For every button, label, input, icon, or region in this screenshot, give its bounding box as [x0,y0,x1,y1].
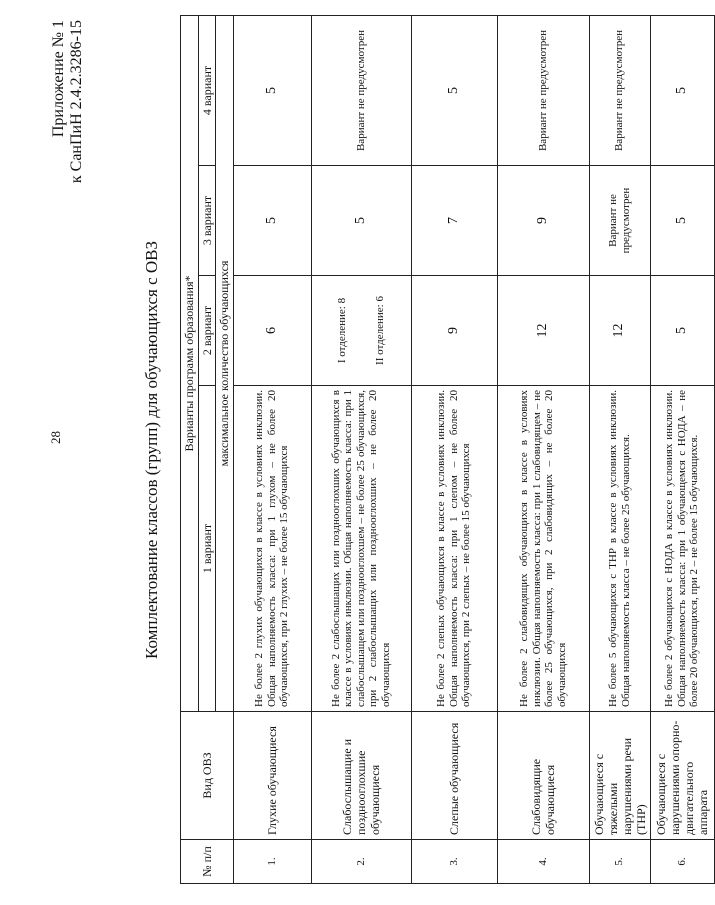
header-v2: 2 вариант [198,276,216,386]
row-kind: Слепые обучающиеся [411,712,497,840]
row-v2: 5 [650,276,714,386]
appendix-label [50,20,86,183]
row-kind: Слабовидящие обучающиеся [497,712,589,840]
row-v2: 12 [497,276,589,386]
row-v3: 5 [233,166,311,276]
row-num: 4. [497,840,589,884]
page-title: Комплектование классов (групп) для обучающихся с ОВЗ [142,240,161,660]
row-v2: 12 [589,276,650,386]
row-v3: 5 [650,166,714,276]
row-num: 3. [411,840,497,884]
rotated-page [50,10,710,890]
row-v1: Не более 5 обучающихся с ТНР в классе в условиях инклюзии. Общая наполняемость класса – не более 25 обучающихся. [589,386,650,712]
ovz-table [180,15,715,884]
table-row [411,15,497,883]
row-v2-part-2: II отделение: 6 [374,296,386,365]
header-row-1 [181,15,199,883]
table-row [233,15,311,883]
header-variants: Варианты программ образования* [181,15,199,711]
row-v4: 5 [650,15,714,165]
page-number: 28 [48,431,63,444]
header-v3: 3 вариант [198,166,216,276]
table-row [650,15,714,883]
row-v1: Не более 2 слепых обучающихся в классе в условиях инклюзии. Общая наполняемость класса: при 1 слепом – не более 20 обучающихся, при 2 слепых – не более 15 обучающихся [411,386,497,712]
table-row [311,15,411,883]
row-v2: 6 [233,276,311,386]
appendix-line-2: к СанПиН 2.4.2.3286-15 [68,20,85,184]
row-v2: 9 [411,276,497,386]
header-kind: Вид ОВЗ [181,712,234,840]
header-num: № п/п [181,840,234,884]
row-num: 2. [311,840,411,884]
row-v4: Вариант не предусмотрен [311,15,411,165]
row-v4: 5 [411,15,497,165]
table-row [589,15,650,883]
appendix-line-1: Приложение № 1 [50,20,67,138]
header-v1: 1 вариант [198,386,216,712]
row-v4: Вариант не предусмотрен [497,15,589,165]
row-v1: Не более 2 обучающихся с НОДА в классе в условиях инклюзии. Общая наполняемость класса: при 1 обучающемся с НОДА – не более 20 обучающихся, при 2 – не более 15 обучающихся. [650,386,714,712]
row-v2-part-1: I отделение: 8 [335,297,348,364]
table-row [497,15,589,883]
row-kind: Обучающиеся с тяжелыми нарушениями речи (ТНР) [589,712,650,840]
header-v4: 4 вариант [198,15,216,165]
row-v1: Не более 2 глухих обучающихся в классе в условиях инклюзии. Общая наполняемость класса: при 1 глухом – не более 20 обучающихся, при 2 глухих – не более 15 обучающихся [233,386,311,712]
row-v1: Не более 2 слабослышащих или позднооглохших обучающихся в классе в условиях инклюзии. Общая наполняемость класса: при 1 слабослышащем или позднооглохшем – не более 25 обучающихся, при 2 слабослышащих или позднооглохших – не более 20 обучающихся [311,386,411,712]
row-num: 6. [650,840,714,884]
row-num: 1. [233,840,311,884]
row-v3: Вариант не предусмотрен [589,166,650,276]
row-v2 [311,276,411,386]
row-v3: 5 [311,166,411,276]
row-v3: 9 [497,166,589,276]
row-kind: Обучающиеся с нарушениями опорно-двигательного аппарата [650,712,714,840]
row-v1: Не более 2 слабовидящих обучающихся в классе в условиях инклюзии. Общая наполняемость класса: при 1 слабовидящем – не более 25 обучающихся, при 2 слабовидящих – не более 20 обучающихся [497,386,589,712]
header-max: максимальное количество обучающихся [216,15,234,711]
row-kind: Глухие обучающиеся [233,712,311,840]
row-v4: Вариант не предусмотрен [589,15,650,165]
row-num: 5. [589,840,650,884]
row-v3: 7 [411,166,497,276]
row-v4: 5 [233,15,311,165]
row-kind: Слабослышащие и позднооглохшие обучающиеся [311,712,411,840]
